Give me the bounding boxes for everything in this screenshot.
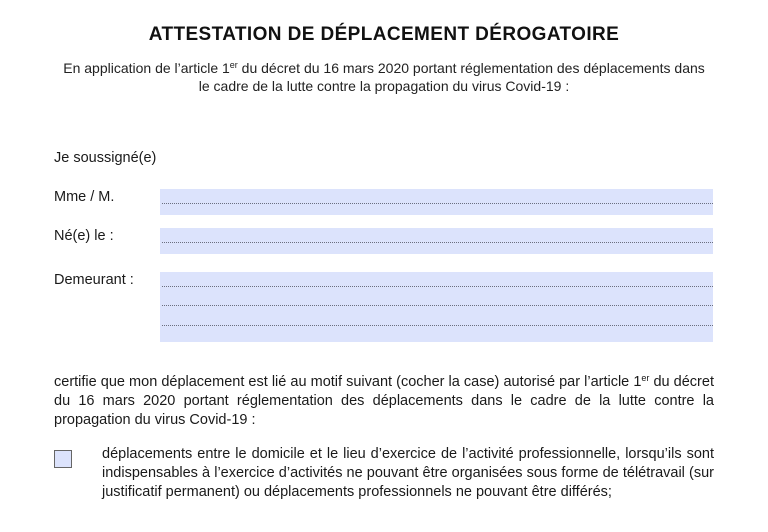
option-text-work: déplacements entre le domicile et le lieu d’exercice de l’activité professionnelle, lorsqu’ils sont indispensables à l’exercice d’activités ne pouvant être organisées sous forme de télétravail (sur justificatif permanent) ou déplacements professionnels ne pouvant être différés; (102, 446, 714, 500)
address-label: Demeurant : (54, 272, 134, 288)
dotted-line (162, 286, 713, 287)
option-checkbox-work[interactable] (54, 450, 72, 468)
certification-paragraph (54, 373, 714, 430)
dotted-line (162, 305, 713, 306)
page-title: ATTESTATION DE DÉPLACEMENT DÉROGATOIRE (148, 24, 620, 45)
certify-text-1: certifie que mon déplacement est lié au motif suivant (cocher la case) autorisé par l’article 1 (54, 374, 642, 390)
birth-date-label: Né(e) le : (54, 228, 114, 244)
name-field[interactable] (160, 189, 713, 215)
dotted-line (162, 325, 713, 326)
intro-label: Je soussigné(e) (54, 150, 157, 166)
birth-date-field[interactable] (160, 228, 713, 254)
address-field[interactable] (160, 272, 713, 342)
certify-text-2: du décret du 16 mars 2020 portant réglementation des déplacements dans le cadre de la lutte contre la propagation du virus Covid-19 : (54, 374, 714, 428)
dotted-line (162, 242, 713, 243)
decree-subtitle (60, 59, 708, 95)
subtitle-superscript: er (229, 60, 238, 70)
name-label: Mme / M. (54, 189, 115, 205)
dotted-line (162, 203, 713, 204)
subtitle-text-2: du décret du 16 mars 2020 portant réglementation des déplacements dans le cadre de la lutte contre la propagation du virus Covid-19 : (198, 60, 705, 94)
subtitle-text-1: En application de l’article 1 (63, 60, 230, 76)
certify-superscript: er (641, 373, 650, 383)
